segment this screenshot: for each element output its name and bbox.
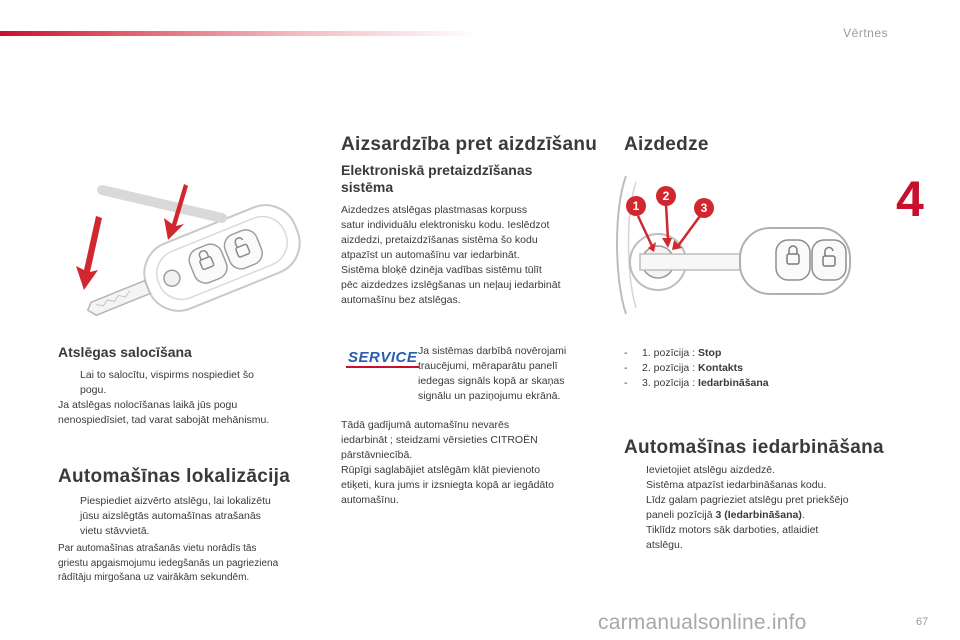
antitheft-after-line: pārstāvniecībā. xyxy=(341,449,413,461)
antitheft-para-line: automašīnu bez atslēgas. xyxy=(341,294,461,306)
position-value: Kontakts xyxy=(698,362,743,374)
locate-title: Automašīnas lokalizācija xyxy=(58,466,291,487)
ignition-illustration xyxy=(612,168,872,318)
position-item xyxy=(624,346,864,361)
folding-note-line: Ja atslēgas nolocīšanas laikā jūs pogu xyxy=(58,399,238,411)
service-warning-icon: SERVICE xyxy=(348,349,418,366)
chapter-number: 4 xyxy=(896,171,924,227)
starting-line: Sistēma atpazīst iedarbināšanas kodu. xyxy=(646,479,827,491)
starting-title: Automašīnas iedarbināšana xyxy=(624,437,884,458)
starting-line: Līdz galam pagrieziet atslēgu pret priekšējo xyxy=(646,494,849,506)
list-dash: - xyxy=(624,377,628,389)
callout-1-badge: 1 xyxy=(626,196,646,216)
header-accent-bar xyxy=(0,31,480,36)
starting-text: . xyxy=(801,509,805,521)
starting-bold-text: 3 (Iedarbināšana) xyxy=(715,509,802,521)
antitheft-subtitle-line: Elektroniskā pretaizdzīšanas xyxy=(341,162,533,178)
callout-2-badge: 2 xyxy=(656,186,676,206)
position-prefix: 3. pozīcija : xyxy=(642,377,699,389)
position-prefix: 2. pozīcija : xyxy=(642,362,699,374)
callout-3-badge: 3 xyxy=(694,198,714,218)
position-value: Iedarbināšana xyxy=(698,377,769,389)
locate-note-line: griestu apgaismojumu iedegšanās un pagrieziena xyxy=(58,557,279,569)
service-line: traucējumi, mēraparātu panelī xyxy=(418,360,558,372)
starting-text: paneli pozīcijā xyxy=(646,509,716,521)
antitheft-after-line: etiķeti, kura jums ir izsniegta kopā ar iegādāto xyxy=(341,479,555,491)
locate-bullet-line: Piespiediet aizvērto atslēgu, lai lokalizētu xyxy=(80,495,271,507)
folding-bullet-line: pogu. xyxy=(80,384,107,396)
key-fold-illustration xyxy=(72,178,322,328)
locate-note-line: Par automašīnas atrašanās vietu norādīs tās xyxy=(58,543,257,554)
watermark-text: carmanualsonline.info xyxy=(598,611,807,634)
service-line: Ja sistēmas darbībā novērojami xyxy=(418,345,567,357)
antitheft-para-line: aizdedzi, pretaizdzīšanas sistēma šo kodu xyxy=(341,234,538,246)
list-dash: - xyxy=(624,347,628,359)
antitheft-title: Aizsardzība pret aizdzīšanu xyxy=(341,134,598,155)
antitheft-para-line: pēc aizdedzes izslēgšanas un neļauj iedarbināt xyxy=(341,279,561,291)
starting-line: Ievietojiet atslēgu aizdedzē. xyxy=(646,464,775,476)
antitheft-subtitle-line: sistēma xyxy=(341,179,394,195)
starting-line: atslēgu. xyxy=(646,539,683,551)
section-title: Vērtnes xyxy=(843,26,888,40)
antitheft-para-line: Sistēma bloķē dzinēja vadības sistēmu tūlīt xyxy=(341,264,542,276)
antitheft-after-line: automašīnu. xyxy=(341,494,399,506)
locate-note-line: rādītāju mirgošana uz vairākām sekundēm. xyxy=(58,572,250,583)
antitheft-para-line: atpazīst un automašīnu var iedarbināt. xyxy=(341,249,520,261)
position-prefix: 1. pozīcija : xyxy=(642,347,699,359)
locate-bullet-line: vietu stāvvietā. xyxy=(80,525,150,537)
antitheft-after-line: Tādā gadījumā automašīnu nevarēs xyxy=(341,419,510,431)
antitheft-para-line: Aizdedzes atslēgas plastmasas korpuss xyxy=(341,204,528,216)
folding-note-line: nenospiedīsiet, tad varat sabojāt mehānismu. xyxy=(58,414,270,426)
locate-bullet-line: jūsu aizslēgtās automašīnas atrašanās xyxy=(80,510,261,522)
service-line: iedegas signāls kopā ar skaņas xyxy=(418,375,565,387)
folding-bullet-line: Lai to salocītu, vispirms nospiediet šo xyxy=(80,369,254,381)
antitheft-para-line: satur individuālu elektronisku kodu. Ieslēdzot xyxy=(341,219,550,231)
service-line: signālu un paziņojumu ekrānā. xyxy=(418,390,561,402)
starting-line xyxy=(646,508,894,523)
folding-title: Atslēgas salocīšana xyxy=(58,344,192,360)
position-value: Stop xyxy=(698,347,722,359)
antitheft-after-line: iedarbināt ; steidzami vērsieties CITROËN xyxy=(341,434,538,446)
list-dash: - xyxy=(624,362,628,374)
ignition-title: Aizdedze xyxy=(624,134,709,155)
antitheft-after-line: Rūpīgi saglabājiet atslēgām klāt pievienoto xyxy=(341,464,541,476)
position-item xyxy=(624,376,864,391)
position-item xyxy=(624,361,864,376)
page-number: 67 xyxy=(916,616,929,628)
starting-line: Tiklīdz motors sāk darboties, atlaidiet xyxy=(646,524,819,536)
